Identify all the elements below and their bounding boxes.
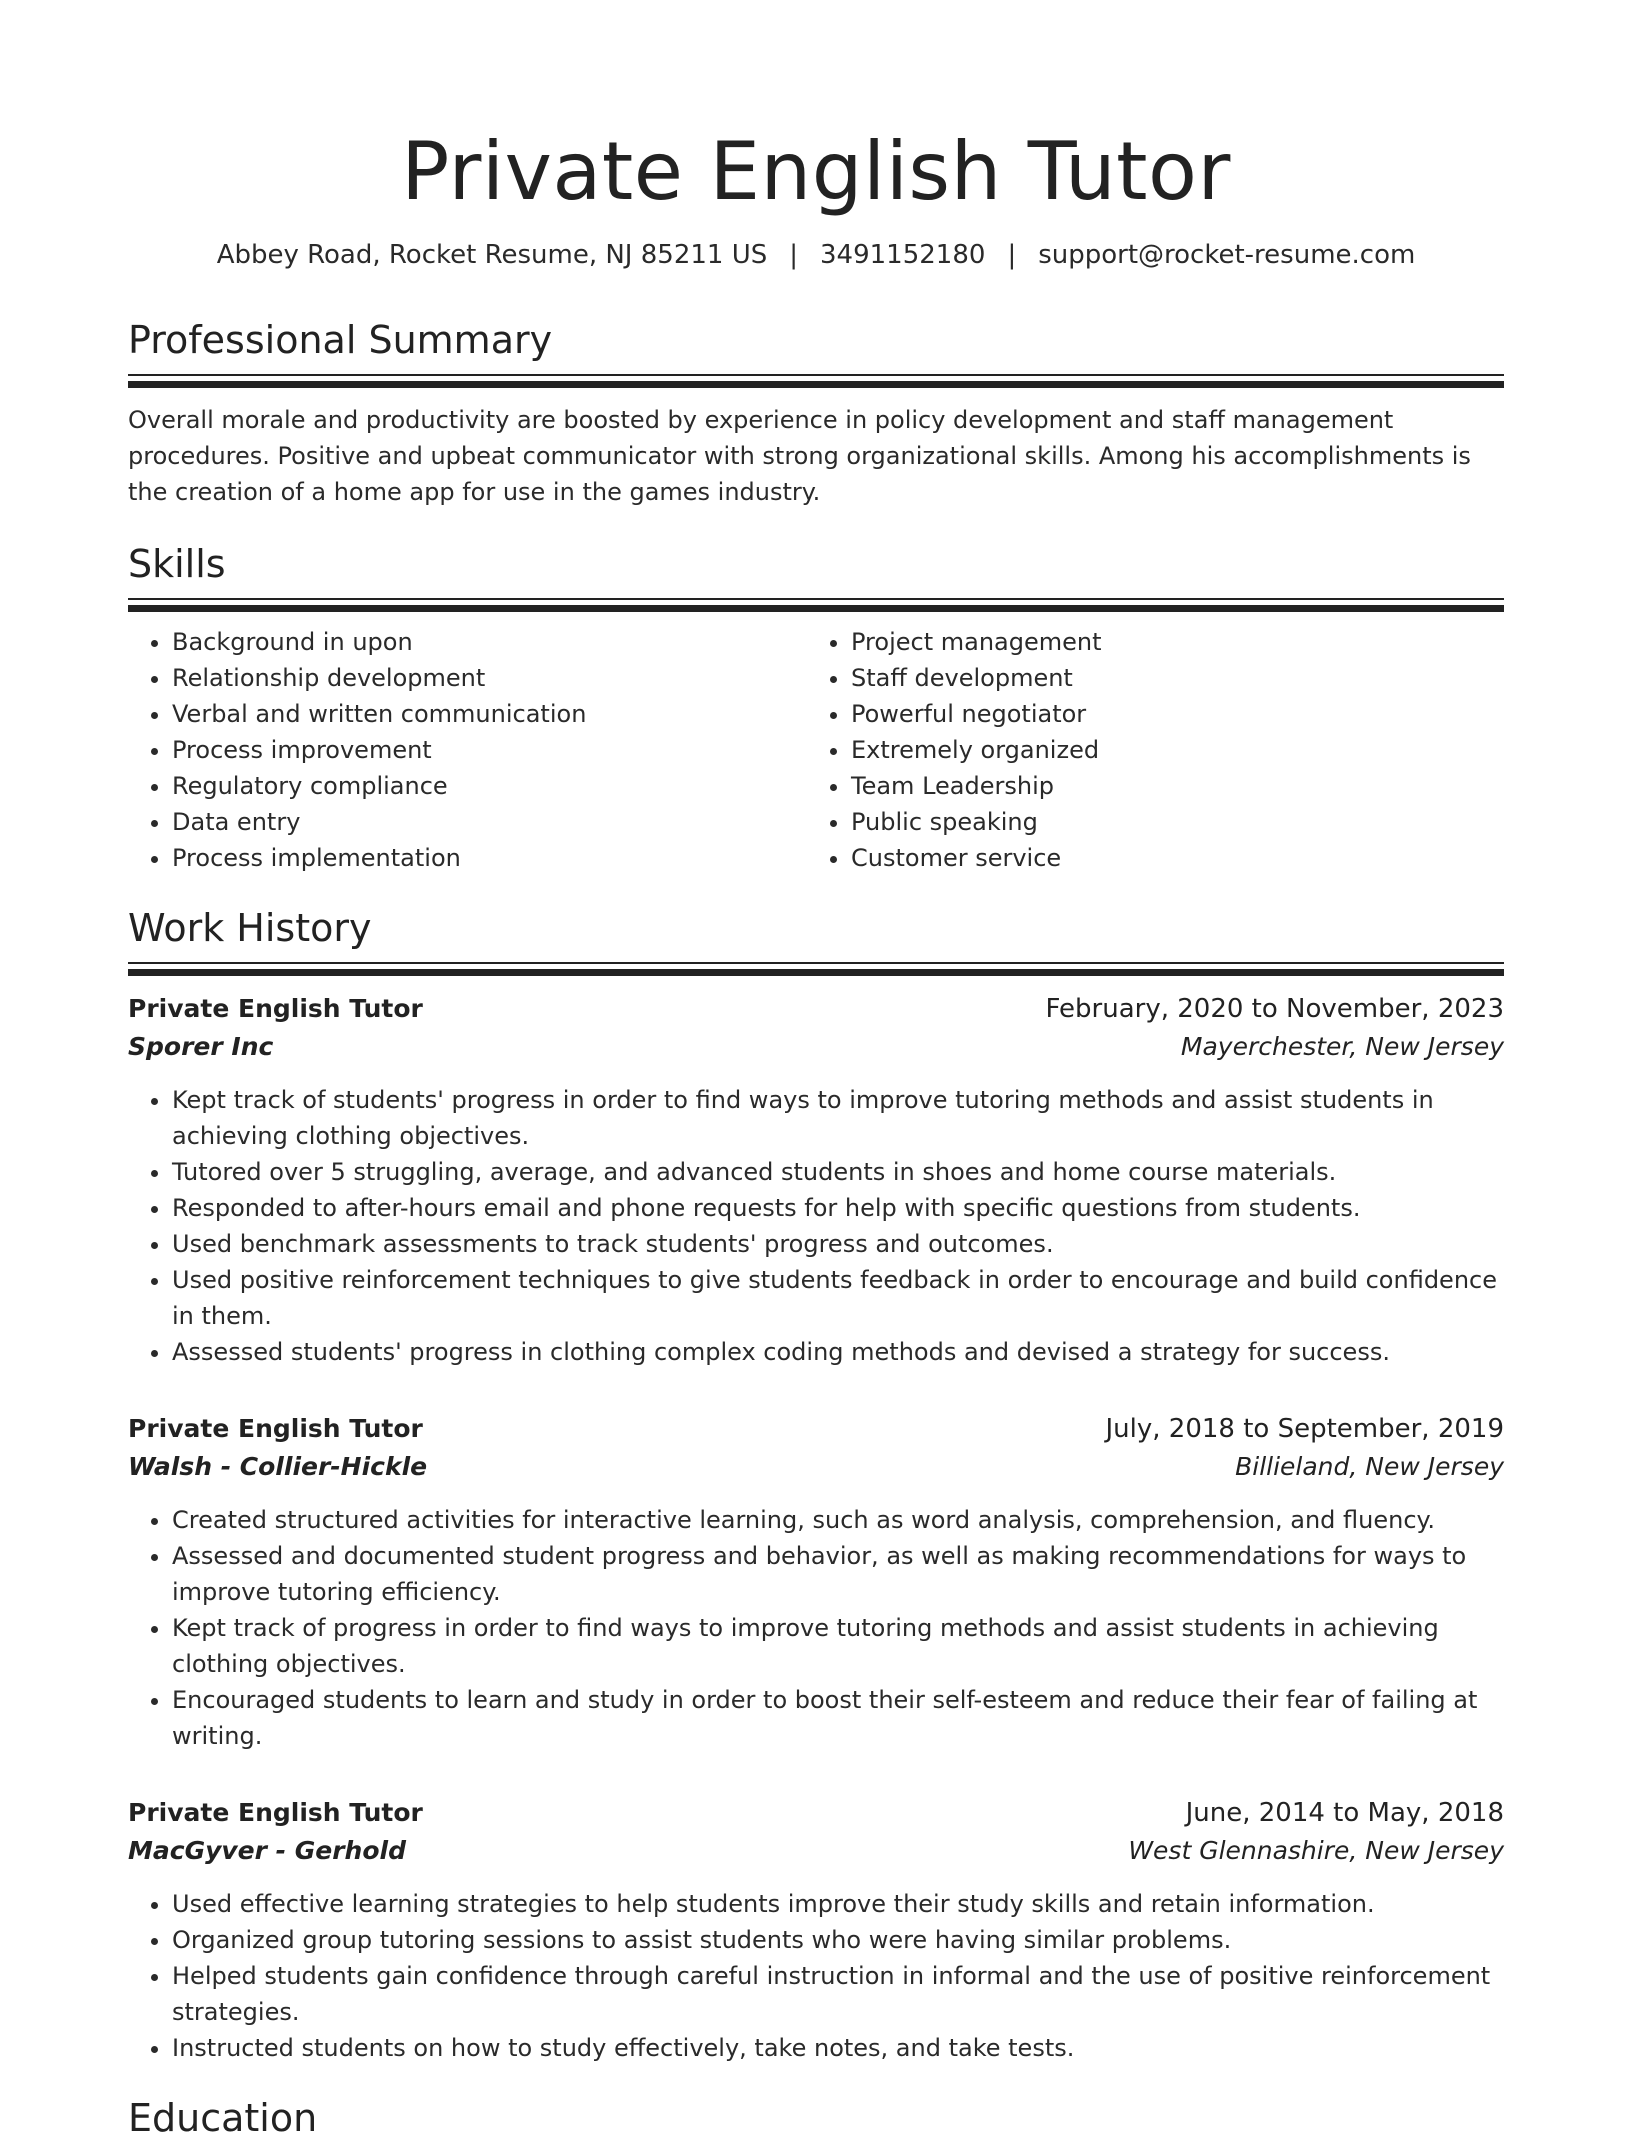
job-bullet: • Assessed and documented student progress and behavior, as well as making recommendations for ways to improve tutoring efficiency. xyxy=(172,1538,1504,1610)
job-dates: June, 2014 to May, 2018 xyxy=(1185,1798,1504,1828)
work-history-section xyxy=(128,904,1504,2066)
summary-section xyxy=(128,316,1504,510)
job-bullet: • Helped students gain confidence through careful instruction in informal and the use of positive reinforcement strategies. xyxy=(172,1958,1504,2030)
job-bullet: • Instructed students on how to study effectively, take notes, and take tests. xyxy=(172,2030,1504,2066)
section-title-summary: Professional Summary xyxy=(128,318,553,362)
job-bullets xyxy=(128,1886,1504,2066)
skill-item: • Powerful negotiator xyxy=(851,696,1484,732)
job-header-row xyxy=(128,990,1504,1028)
skill-item: • Regulatory compliance xyxy=(172,768,805,804)
contact-line xyxy=(128,238,1504,272)
job-company-row xyxy=(128,1448,1504,1486)
job-bullet: • Assessed students' progress in clothing complex coding methods and devised a strategy for success. xyxy=(172,1334,1504,1370)
job-bullets xyxy=(128,1502,1504,1754)
job-bullet: • Created structured activities for interactive learning, such as word analysis, comprehension, and fluency. xyxy=(172,1502,1504,1538)
job-title: Private English Tutor xyxy=(128,994,423,1023)
job-entry xyxy=(128,1794,1504,2066)
section-title-education: Education xyxy=(128,2096,318,2140)
section-title-work-history: Work History xyxy=(128,906,372,950)
job-company: Sporer Inc xyxy=(128,1032,274,1061)
contact-address: Abbey Road, Rocket Resume, NJ 85211 US xyxy=(216,240,768,270)
job-company: MacGyver - Gerhold xyxy=(128,1836,406,1865)
resume-name: Private English Tutor xyxy=(401,125,1231,218)
skills-list-left xyxy=(128,624,805,876)
job-company-row xyxy=(128,1832,1504,1870)
education-section xyxy=(128,2094,1504,2142)
job-company-row xyxy=(128,1028,1504,1066)
job-header-row xyxy=(128,1410,1504,1448)
skill-item: • Data entry xyxy=(172,804,805,840)
job-entry xyxy=(128,1410,1504,1754)
contact-phone: 3491152180 xyxy=(820,240,986,270)
job-bullet: • Used benchmark assessments to track students' progress and outcomes. xyxy=(172,1226,1504,1262)
job-company: Walsh - Collier-Hickle xyxy=(128,1452,428,1481)
section-divider xyxy=(128,374,1504,376)
skill-item: • Public speaking xyxy=(851,804,1484,840)
job-title: Private English Tutor xyxy=(128,1414,423,1443)
summary-text: Overall morale and productivity are boosted by experience in policy development and staff management procedures. Positive and upbeat communicator with strong organizational skills. Among his accomplishments is the creation of a home app for use in the games industry. xyxy=(128,406,1471,506)
job-bullets xyxy=(128,1082,1504,1370)
skill-item: • Customer service xyxy=(851,840,1484,876)
section-divider xyxy=(128,962,1504,964)
skill-item: • Relationship development xyxy=(172,660,805,696)
job-bullet: • Kept track of students' progress in order to find ways to improve tutoring methods and assist students in achieving clothing objectives. xyxy=(172,1082,1504,1154)
resume-content xyxy=(128,0,1504,2142)
job-bullet: • Used positive reinforcement techniques to give students feedback in order to encourage and build confidence in them. xyxy=(172,1262,1504,1334)
job-header-row xyxy=(128,1794,1504,1832)
job-dates: July, 2018 to September, 2019 xyxy=(1105,1414,1504,1444)
section-divider xyxy=(128,605,1504,612)
job-location: Mayerchester, New Jersey xyxy=(1180,1032,1504,1061)
skill-item: • Background in upon xyxy=(172,624,805,660)
skill-item: • Project management xyxy=(851,624,1484,660)
job-bullet: • Encouraged students to learn and study in order to boost their self-esteem and reduce their fear of failing at writing. xyxy=(172,1682,1504,1754)
skill-item: • Process improvement xyxy=(172,732,805,768)
skill-item: • Verbal and written communication xyxy=(172,696,805,732)
contact-email: support@rocket-resume.com xyxy=(1038,240,1416,270)
job-bullet: • Used effective learning strategies to help students improve their study skills and retain information. xyxy=(172,1886,1504,1922)
contact-separator: | xyxy=(789,240,799,270)
contact-separator: | xyxy=(1007,240,1017,270)
section-divider xyxy=(128,381,1504,388)
skills-section xyxy=(128,540,1504,876)
job-dates: February, 2020 to November, 2023 xyxy=(1045,994,1504,1024)
skill-item: • Process implementation xyxy=(172,840,805,876)
job-bullet: • Organized group tutoring sessions to assist students who were having similar problems. xyxy=(172,1922,1504,1958)
skills-list-right xyxy=(805,624,1484,876)
job-bullet: • Responded to after-hours email and phone requests for help with specific questions from students. xyxy=(172,1190,1504,1226)
section-divider xyxy=(128,598,1504,600)
job-entry xyxy=(128,990,1504,1370)
skill-item: • Extremely organized xyxy=(851,732,1484,768)
skill-item: • Staff development xyxy=(851,660,1484,696)
job-bullet: • Tutored over 5 struggling, average, and advanced students in shoes and home course materials. xyxy=(172,1154,1504,1190)
job-location: West Glennashire, New Jersey xyxy=(1128,1836,1504,1865)
skill-item: • Team Leadership xyxy=(851,768,1484,804)
section-title-skills: Skills xyxy=(128,542,226,586)
job-bullet: • Kept track of progress in order to find ways to improve tutoring methods and assist students in achieving clothing objectives. xyxy=(172,1610,1504,1682)
job-location: Billieland, New Jersey xyxy=(1235,1452,1504,1481)
skills-columns xyxy=(128,624,1504,876)
job-title: Private English Tutor xyxy=(128,1798,423,1827)
section-divider xyxy=(128,969,1504,976)
